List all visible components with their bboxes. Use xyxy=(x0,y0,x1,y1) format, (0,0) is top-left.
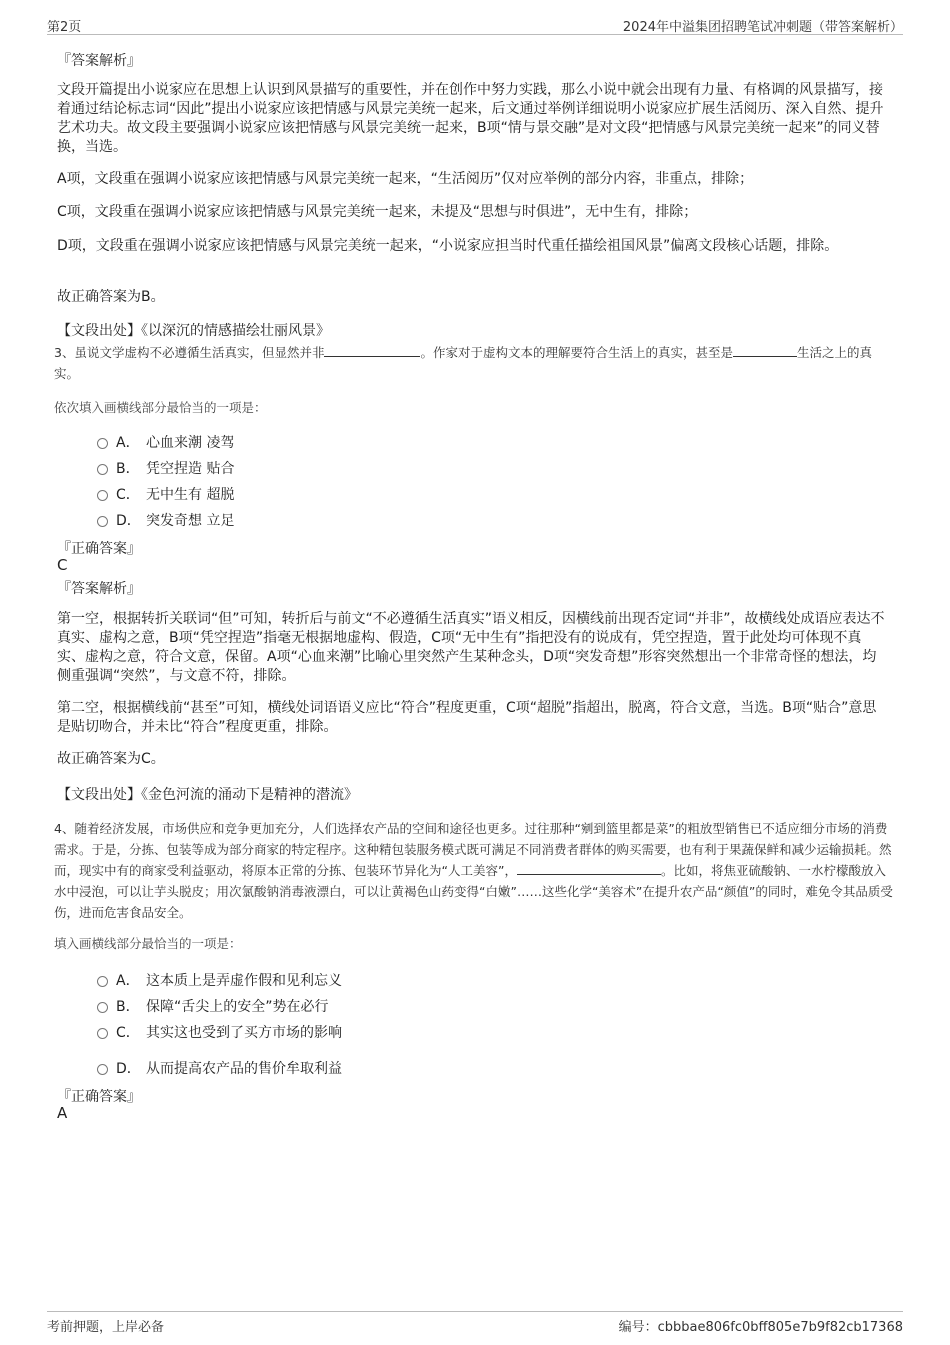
fill-blank xyxy=(517,862,661,875)
option-d[interactable]: D． 突发奇想 立足 xyxy=(97,510,234,530)
option-b[interactable]: B． 凭空捏造 贴合 xyxy=(97,458,234,478)
radio-button[interactable] xyxy=(97,490,108,501)
conclusion: 故正确答案为B。 xyxy=(57,289,165,305)
option-d[interactable]: D． 从而提高农产品的售价牟取利益 xyxy=(97,1058,342,1078)
analysis-paragraph: 文段开篇提出小说家应在思想上认识到风景描写的重要性，并在创作中努力实践，那么小说中就会出现有力量、有格调的风景描写，接着通过结论标志词“因此”提出小说家应该把情感与风景完美统一起来，后文通过举例详细说明小说家应扩展生活阅历、深入自然、提升艺术功夫。故文段主要强调小说家应该把情感与风景完美统一起来，B项“情与景交融”是对文段“把情感与风景完美统一起来”的同义替换，当选。 xyxy=(57,82,884,155)
document-id: 编号：cbbbae806fc0bff805e7b9f82cb17368 xyxy=(618,1320,903,1335)
option-a[interactable]: A． 心血来潮 凌驾 xyxy=(97,432,234,452)
correct-answer: C xyxy=(57,556,68,574)
page-number: 第2页 xyxy=(47,20,82,35)
question-instruction: 填入画横线部分最恰当的一项是： xyxy=(54,936,242,951)
conclusion: 故正确答案为C。 xyxy=(57,751,165,767)
fill-blank xyxy=(324,344,420,357)
radio-button[interactable] xyxy=(97,976,108,987)
radio-button[interactable] xyxy=(97,438,108,449)
question-instruction: 依次填入画横线部分最恰当的一项是： xyxy=(54,400,267,415)
option-b[interactable]: B． 保障“舌尖上的安全”势在必行 xyxy=(97,996,329,1016)
analysis-label: 『答案解析』 xyxy=(57,53,141,69)
radio-button[interactable] xyxy=(97,1064,108,1075)
analysis-paragraph: 第一空，根据转折关联词“但”可知，转折后与前文“不必遵循生活真实”语义相反，因横线前出现否定词“并非”，故横线处成语应表达不真实、虚构之意，B项“凭空捏造”指毫无根据地虚构、假造，C项“无中生有”指把没有的说成有，凭空捏造，置于此处均可体现不真实、虚构之意，符合文意，保留。A项“心血来潮”比喻心里突然产生某种念头，D项“突发奇想”形容突然想出一个非常奇怪的想法，均侧重强调“突然”，与文意不符，排除。 xyxy=(57,611,885,684)
analysis-paragraph: C项，文段重在强调小说家应该把情感与风景完美统一起来，未提及“思想与时俱进”，无中生有，排除； xyxy=(57,204,698,220)
option-c[interactable]: C． 其实这也受到了买方市场的影响 xyxy=(97,1022,342,1042)
analysis-paragraph: D项，文段重在强调小说家应该把情感与风景完美统一起来，“小说家应担当时代重任描绘祖国风景”偏离文段核心话题，排除。 xyxy=(57,238,839,254)
option-a[interactable]: A． 这本质上是弄虚作假和见利忘义 xyxy=(97,970,342,990)
document-title: 2024年中溢集团招聘笔试冲刺题（带答案解析） xyxy=(622,20,903,35)
correct-answer-label: 『正确答案』 xyxy=(57,541,141,557)
radio-button[interactable] xyxy=(97,516,108,527)
analysis-paragraph: 第二空，根据横线前“甚至”可知，横线处词语语义应比“符合”程度更重，C项“超脱”指超出，脱离，符合文意，当选。B项“贴合”意思是贴切吻合，并未比“符合”程度更重，排除。 xyxy=(57,700,877,735)
page-footer xyxy=(47,1311,903,1336)
page-header xyxy=(47,14,903,35)
radio-button[interactable] xyxy=(97,1002,108,1013)
correct-answer: A xyxy=(57,1104,68,1122)
fill-blank xyxy=(733,344,797,357)
question-stem: 3、虽说文学虚构不必遵循生活真实，但显然并非 。作家对于虚构文本的理解要符合生活上的真实，甚至是 生活之上的真实。 xyxy=(54,345,872,381)
radio-button[interactable] xyxy=(97,464,108,475)
footer-slogan: 考前押题，上岸必备 xyxy=(47,1320,165,1335)
analysis-paragraph: A项，文段重在强调小说家应该把情感与风景完美统一起来，“生活阅历”仅对应举例的部分内容，非重点，排除； xyxy=(57,171,754,187)
radio-button[interactable] xyxy=(97,1028,108,1039)
question-stem: 4、随着经济发展，市场供应和竞争更加充分，人们选择农产品的空间和途径也更多。过往那种“剜到篮里都是菜”的粗放型销售已不适应细分市场的消费需求。于是，分拣、包装等成为部分商家的特定程序。这种精包装服务模式既可满足不同消费者群体的购买需要，也有利于果蔬保鲜和减少运输损耗。然而，现实中有的商家受利益驱动，将原本正常的分拣、包装环节异化为“人工美容”， 。比如，将焦亚硫酸钠、一水柠檬酸放入水中浸泡，可以让芋头脱皮；用次氯酸钠消毒液漂白，可以让黄褐色山药变得“白嫩”……这些化学“美容术”在提升农产品“颜值”的同时，难免令其品质受伤，进而危害食品安全。 xyxy=(54,821,893,920)
source: 【文段出处】《以深沉的情感描绘壮丽风景》 xyxy=(57,323,330,339)
correct-answer-label: 『正确答案』 xyxy=(57,1089,141,1105)
option-c[interactable]: C． 无中生有 超脱 xyxy=(97,484,234,504)
analysis-label: 『答案解析』 xyxy=(57,581,141,597)
source: 【文段出处】《金色河流的涌动下是精神的潜流》 xyxy=(57,787,358,803)
